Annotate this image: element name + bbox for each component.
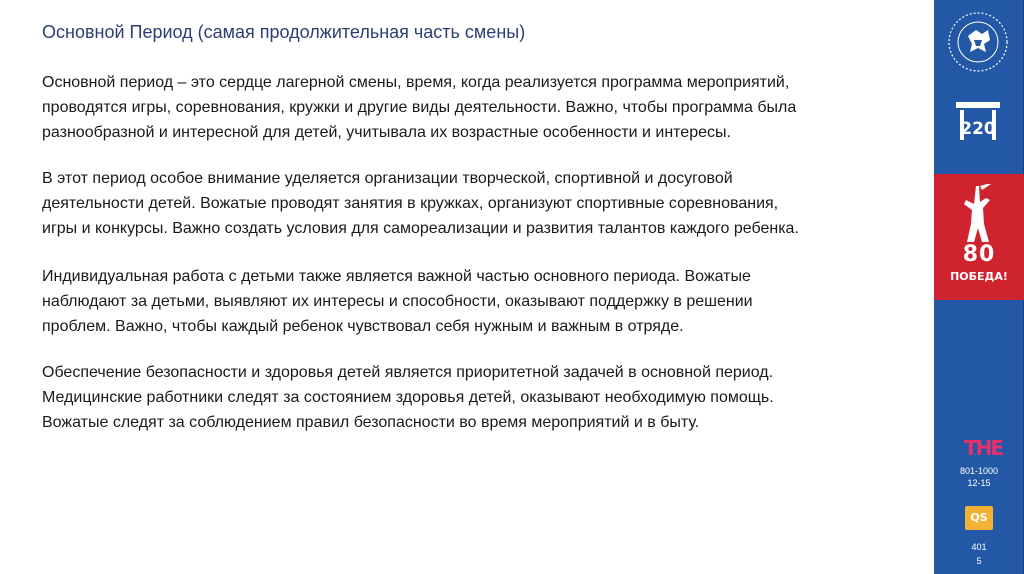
paragraph-individual-work [42,264,922,339]
paragraph-activities [42,166,922,241]
220-anniversary-icon [954,100,1002,144]
text-line: Индивидуальная работа с детьми также является важной частью основного периода. Вожатые [42,268,751,285]
text-line: Медицинские работники следят за состоянием здоровья детей, оказывают необходимую помощь. [42,389,774,406]
text-line: деятельности детей. Вожатые проводят занятия в кружках, организуют спортивные соревнования, [42,195,779,212]
the-rank-range-2: 12-15 [967,478,991,488]
text-line: Основной период – это сердце лагерной смены, время, когда реализуется программа мероприятий, [42,74,790,91]
victory-80-block [934,174,1024,300]
text-line: В этот период особое внимание уделяется организации творческой, спортивной и досуговой [42,170,733,187]
text-line: разнообразной и интересной для детей, учитывала их возрастные особенности и интересы. [42,124,731,141]
anniversary-number: 220 [960,119,996,139]
victory-word: ПОБЕДА! [950,270,1008,283]
qs-rank-2: 5 [976,556,982,566]
slide-title: Основной Период (самая продолжительная часть смены) [42,22,526,42]
university-emblem-icon [946,10,1010,74]
text-line: Вожатые следят за соблюдением правил безопасности во время мероприятий и в быту. [42,414,700,431]
text-line: игры и конкурсы. Важно создать условия для самореализации и развития талантов каждого ребенка. [42,220,799,237]
text-line: проводятся игры, соревнования, кружки и другие виды деятельности. Важно, чтобы программа была [42,99,797,116]
text-line: наблюдают за детьми, выявляют их интересы и способности, оказывают поддержку в решении [42,293,753,310]
qs-rank: 401 [971,542,987,552]
qs-ranking-logo: QS [965,506,993,530]
brand-sidebar [932,0,1024,574]
the-ranking-logo: THE [964,436,1003,460]
victory-number: 80 [962,242,996,267]
paragraph-safety [42,360,922,435]
text-line: Обеспечение безопасности и здоровья детей является приоритетной задачей в основной период. [42,364,774,381]
paragraph-main-period [42,70,922,145]
the-rank-range: 801-1000 [959,466,999,476]
text-line: проблем. Важно, чтобы каждый ребенок чувствовал себя нужным и важным в отряде. [42,318,684,335]
